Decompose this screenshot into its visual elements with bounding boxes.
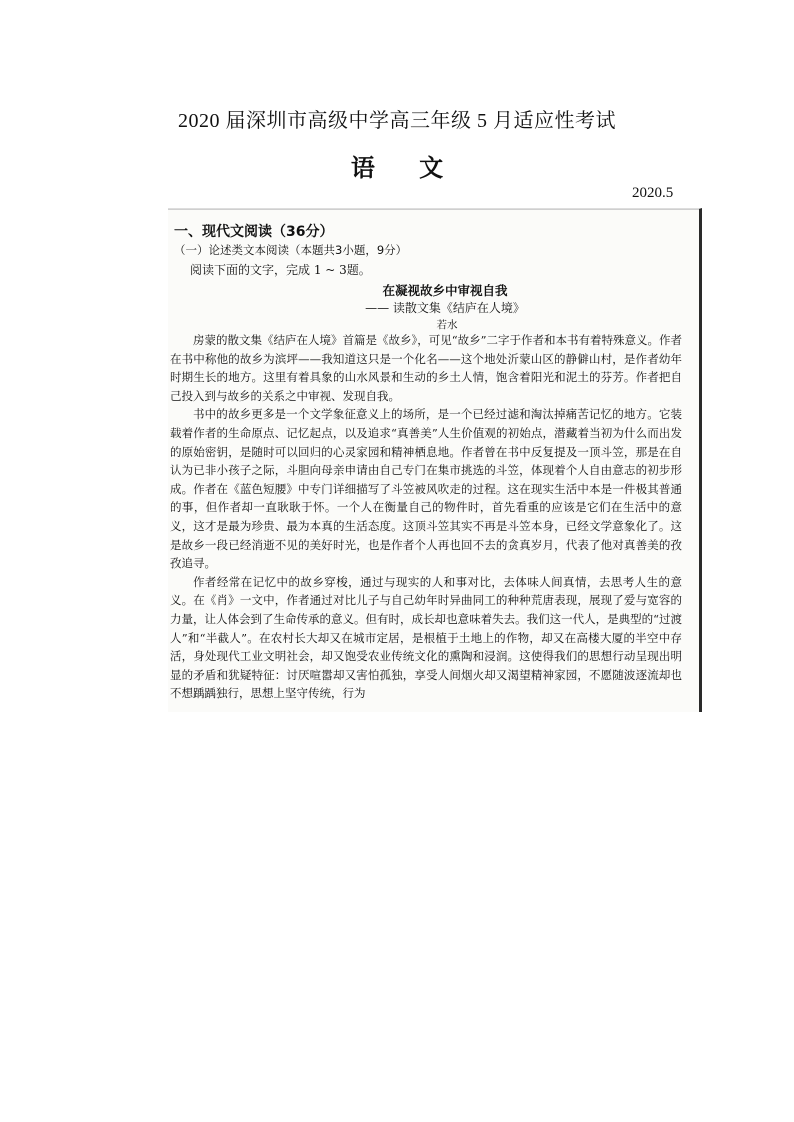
instruction-text: 阅读下面的文字，完成 1 ~ 3题。 [190,263,371,277]
exam-date: 2020.5 [632,185,674,201]
article-subtitle: —— 读散文集《结庐在人境》 [365,301,525,315]
paragraph: 书中的故乡更多是一个文学象征意义上的场所，是一个已经过滤和淘汰掉痛苦记忆的地方。它装载着作者的生命原点、记忆起点，以及追求“真善美”人生价值观的初始点，潜藏着当初为什么而出发的原始密钥，是随时可以回归的心灵家园和精神栖息地。作者曾在书中反复提及一顶斗笠，那是在自认为已非小孩子之际，斗胆向母亲申请由自己专门在集市挑选的斗笠，体现着个人自由意志的初步形成。作者在《蓝色短腰》中专门详细描写了斗笠被风吹走的过程。这在现实生活中本是一件极其普通的事，但作者却一直耿耿于怀。一个人在衡量自己的物件时，首先看重的应该是它们在生活中的意义，这才是最为珍贵、最为本真的生活态度。这顶斗笠其实不再是斗笠本身，已经文学意象化了。这是故乡一段已经消逝不见的美好时光，也是作者个人再也回不去的贪真岁月，代表了他对真善美的孜孜追寻。 [170,407,682,571]
exam-title: 2020 届深圳市高级中学高三年级 5 月适应性考试 [178,110,616,132]
section-title: 一、现代文阅读（36分） [174,224,334,240]
article-author: 若水 [436,319,458,331]
scan-top-edge [168,209,699,210]
paragraph: 作者经常在记忆中的故乡穿梭，通过与现实的人和事对比，去体味人间真情，去思考人生的意义。在《肖》一文中，作者通过对比儿子与自己幼年时异曲同工的种种荒唐表现，展现了爱与宽容的力量，让人体会到了生命传承的意义。但有时，成长却也意味着失去。我们这一代人，是典型的“过渡人”和“半截人”。在农村长大却又在城市定居，是根植于土地上的作物，却又在高楼大厦的半空中存活，身处现代工业文明社会，却又饱受农业传统文化的熏陶和浸润。这使得我们的思想行动呈现出明显的矛盾和犹疑特征：讨厌喧嚣却又害怕孤独，享受人间烟火却又渴望精神家园，不愿随波逐流却也不想踽踽独行，思想上坚守传统，行为 [170,574,682,701]
article-title: 在凝视故乡中审视自我 [382,283,508,298]
paragraph: 房蒙的散文集《结庐在人境》首篇是《故乡》，可见“故乡”二字于作者和本书有着特殊意义。作者在书中称他的故乡为滨坪——我知道这只是一个化名——这个地处沂蒙山区的静僻山村，是作者幼年时期生长的地方。这里有着具象的山水风景和生动的乡土人情，饱含着阳光和泥土的芬芳。作者把自己投入到与故乡的关系之中审视、发现自我。 [170,333,683,403]
scanned-page [168,208,702,712]
subject-title: 语 文 [350,153,462,182]
subsection-title: （一）论述类文本阅读（本题共3小题，9分） [174,243,408,257]
article-body [170,331,682,703]
